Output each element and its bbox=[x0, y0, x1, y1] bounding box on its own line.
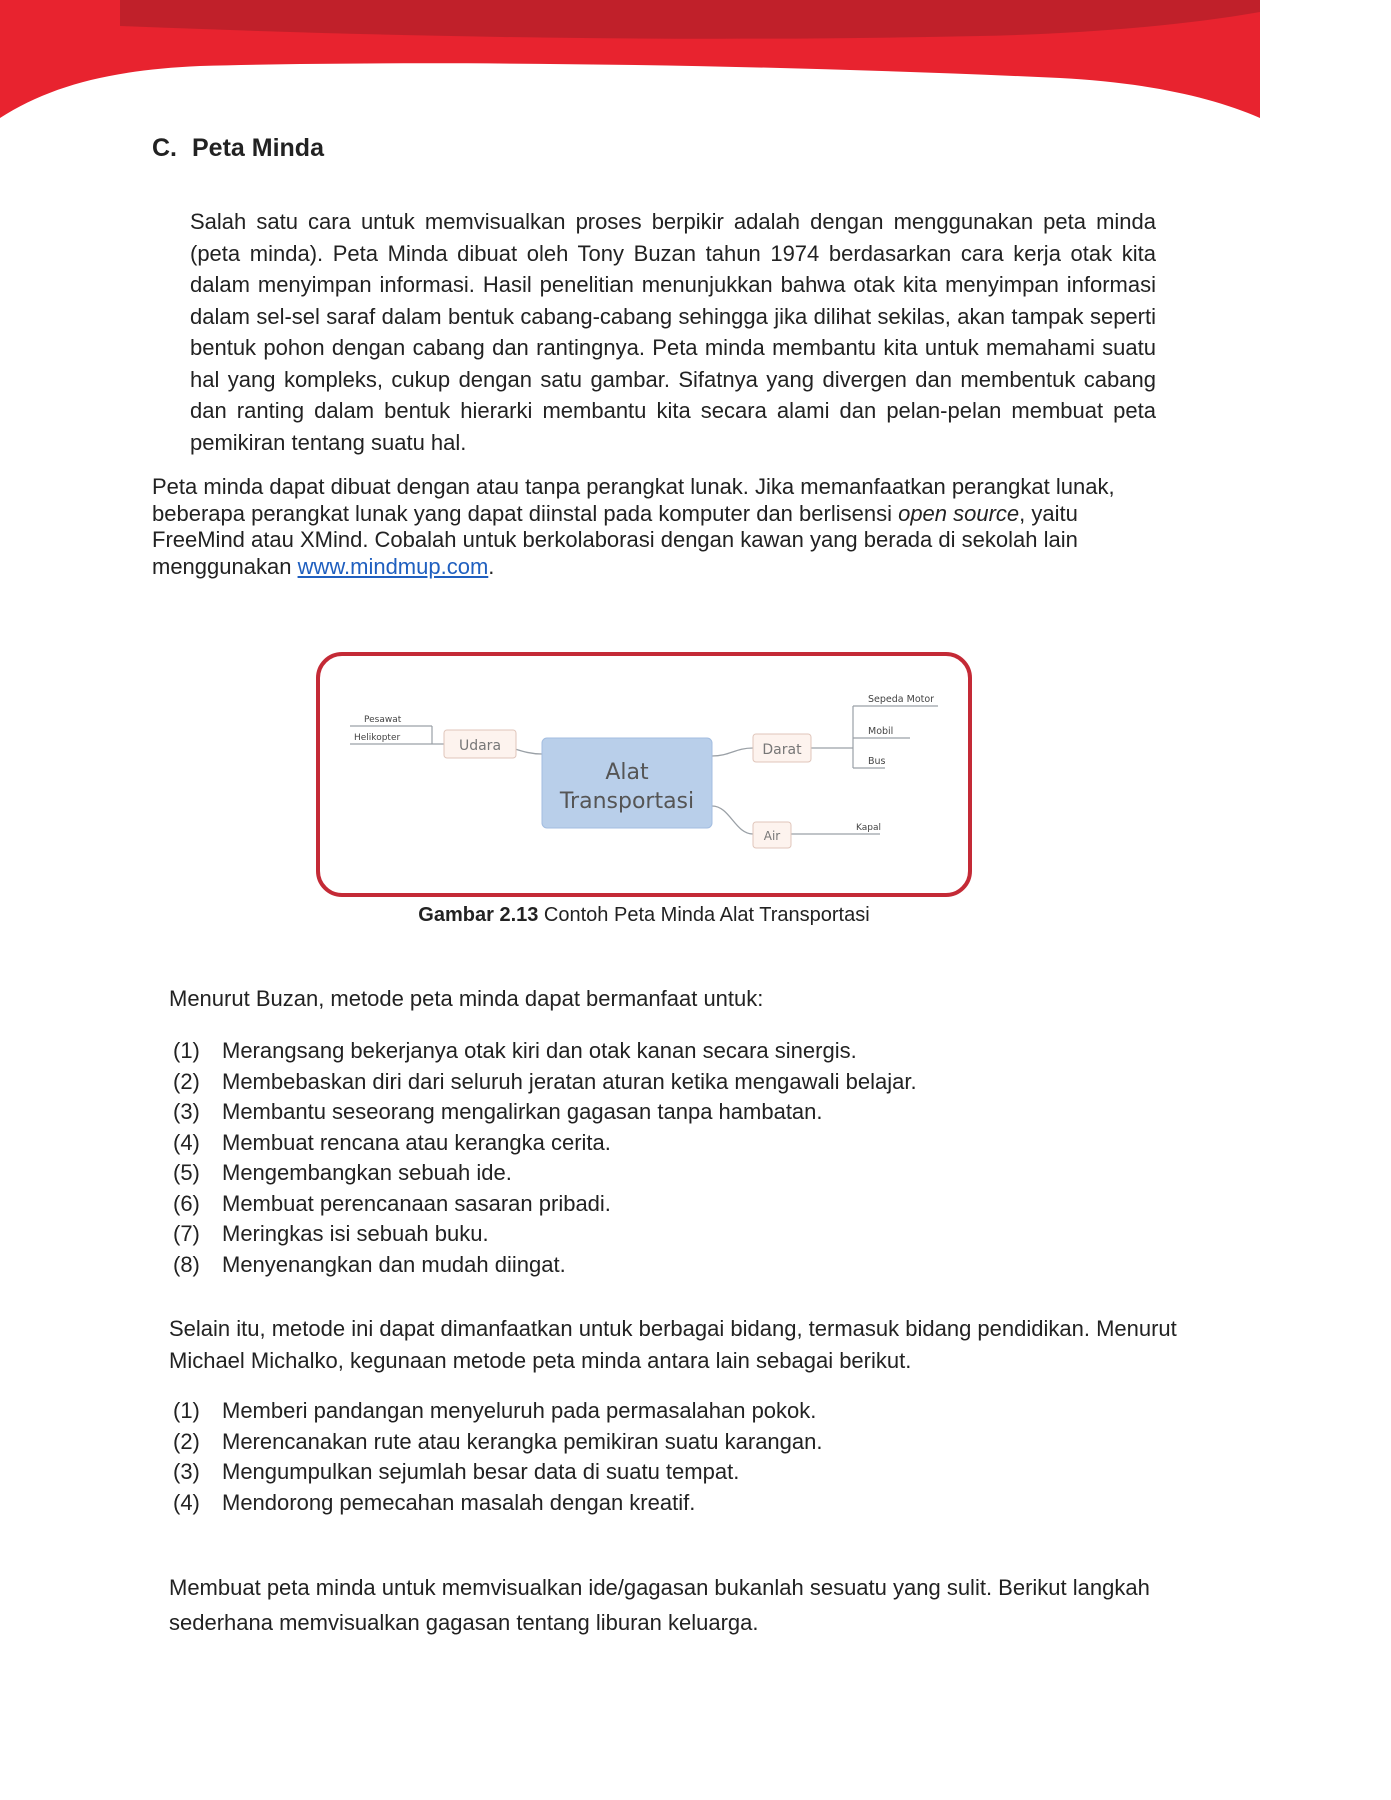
list-item-text: Mendorong pemecahan masalah dengan kreatif. bbox=[222, 1489, 696, 1515]
michalko-usage-list bbox=[173, 1396, 822, 1518]
buzan-intro: Menurut Buzan, metode peta minda dapat bermanfaat untuk: bbox=[169, 986, 764, 1011]
list-item bbox=[173, 1036, 917, 1067]
list-item-number: (5) bbox=[173, 1160, 200, 1185]
list-item-text: Memberi pandangan menyeluruh pada permasalahan pokok. bbox=[222, 1398, 817, 1423]
list-item bbox=[173, 1427, 822, 1458]
software-text-3: . bbox=[488, 553, 495, 579]
figure-caption bbox=[316, 904, 972, 927]
list-item bbox=[173, 1488, 822, 1519]
list-item-text: Membuat perencanaan sasaran pribadi. bbox=[222, 1190, 611, 1216]
section-title-text: Peta Minda bbox=[192, 134, 324, 162]
list-item bbox=[173, 1158, 917, 1189]
list-item-number: (7) bbox=[173, 1221, 200, 1246]
open-source-term: open source bbox=[898, 500, 1020, 526]
list-item bbox=[173, 1189, 917, 1220]
leaf-kapal: Kapal bbox=[856, 823, 881, 833]
list-item-number: (2) bbox=[173, 1428, 200, 1454]
closing-paragraph: Membuat peta minda untuk memvisualkan ide/gagasan bukanlah sesuatu yang sulit. Berikut langkah sederhana memvisualkan gagasan tentang liburan keluarga. bbox=[169, 1575, 1150, 1635]
list-item-text: Mengembangkan sebuah ide. bbox=[222, 1160, 512, 1185]
connector-central-air bbox=[712, 806, 753, 834]
list-item-number: (6) bbox=[173, 1190, 200, 1216]
leaf-sepeda-motor: Sepeda Motor bbox=[868, 694, 935, 705]
leaf-pesawat: Pesawat bbox=[364, 715, 402, 725]
central-node-line-1: Alat bbox=[605, 760, 649, 785]
leaf-helikopter: Helikopter bbox=[354, 733, 401, 743]
list-item bbox=[173, 1250, 917, 1281]
list-item-text: Merencanakan rute atau kerangka pemikiran suatu karangan. bbox=[222, 1428, 823, 1454]
list-item-text: Mengumpulkan sejumlah besar data di suatu tempat. bbox=[222, 1459, 740, 1484]
list-item-text: Meringkas isi sebuah buku. bbox=[222, 1221, 489, 1246]
list-item-number: (3) bbox=[173, 1099, 200, 1124]
list-item-text: Merangsang bekerjanya otak kiri dan otak kanan secara sinergis. bbox=[222, 1038, 857, 1063]
banner-wave-graphic bbox=[0, 0, 1391, 130]
branch-label-udara: Udara bbox=[458, 738, 502, 754]
section-heading bbox=[152, 134, 324, 163]
branch-label-air: Air bbox=[763, 829, 781, 843]
figure-caption-text: Contoh Peta Minda Alat Transportasi bbox=[538, 904, 870, 926]
mindmup-link[interactable]: www.mindmup.com bbox=[297, 553, 489, 579]
list-item bbox=[173, 1457, 822, 1488]
figure-caption-label: Gambar 2.13 bbox=[418, 904, 539, 926]
list-item-number: (4) bbox=[173, 1489, 200, 1515]
list-item bbox=[173, 1219, 917, 1250]
list-item-number: (3) bbox=[173, 1459, 200, 1484]
list-item-number: (8) bbox=[173, 1251, 200, 1277]
page-header-banner bbox=[0, 0, 1391, 130]
list-item-text: Menyenangkan dan mudah diingat. bbox=[222, 1251, 566, 1277]
software-paragraph bbox=[152, 474, 1162, 580]
list-item-number: (1) bbox=[173, 1038, 200, 1063]
leaf-mobil: Mobil bbox=[868, 726, 894, 737]
list-item-number: (1) bbox=[173, 1398, 200, 1423]
software-text-2: , yaitu FreeMind atau XMind. Cobalah untuk berkolaborasi dengan kawan yang berada di sekolah lain menggunakan bbox=[152, 500, 1078, 579]
list-item-text: Membebaskan diri dari seluruh jeratan aturan ketika mengawali belajar. bbox=[222, 1068, 917, 1094]
list-item bbox=[173, 1396, 822, 1427]
list-item bbox=[173, 1097, 917, 1128]
list-item-text: Membuat rencana atau kerangka cerita. bbox=[222, 1129, 611, 1155]
list-item-number: (4) bbox=[173, 1129, 200, 1155]
branch-label-darat: Darat bbox=[762, 742, 802, 758]
list-item bbox=[173, 1128, 917, 1159]
mindmap-diagram bbox=[320, 656, 968, 893]
leaf-bus: Bus bbox=[868, 756, 886, 767]
intro-paragraph: Salah satu cara untuk memvisualkan proses berpikir adalah dengan menggunakan peta minda (peta minda). Peta Minda dibuat oleh Tony Buzan tahun 1974 berdasarkan cara kerja otak kita dalam menyimpan informasi. Hasil penelitian menunjukkan bahwa otak kita menyimpan informasi dalam sel-sel saraf dalam bentuk cabang-cabang sehingga jika dilihat sekilas, akan tampak seperti bentuk pohon dengan cabang dan rantingnya. Peta minda membantu kita untuk memahami suatu hal yang kompleks, cukup dengan satu gambar. Sifatnya yang divergen dan membentuk cabang dan ranting dalam bentuk hierarki membantu kita secara alami dan pelan-pelan membuat peta pemikiran tentang suatu hal. bbox=[190, 209, 1156, 455]
section-letter: C. bbox=[152, 134, 177, 162]
list-item-text: Membantu seseorang mengalirkan gagasan tanpa hambatan. bbox=[222, 1099, 823, 1124]
list-item bbox=[173, 1067, 917, 1098]
selain-paragraph: Selain itu, metode ini dapat dimanfaatkan untuk berbagai bidang, termasuk bidang pendidikan. Menurut Michael Michalko, kegunaan metode peta minda antara lain sebagai berikut. bbox=[169, 1316, 1177, 1373]
central-node-line-2: Transportasi bbox=[559, 789, 695, 814]
mindmap-figure bbox=[316, 652, 972, 897]
software-text-1: Peta minda dapat dibuat dengan atau tanpa perangkat lunak. Jika memanfaatkan perangkat lunak, beberapa perangkat lunak yang dapat diinstal pada komputer dan berlisensi bbox=[152, 474, 1115, 526]
buzan-benefit-list bbox=[173, 1036, 917, 1280]
list-item-number: (2) bbox=[173, 1068, 200, 1094]
connector-central-darat bbox=[712, 748, 753, 756]
